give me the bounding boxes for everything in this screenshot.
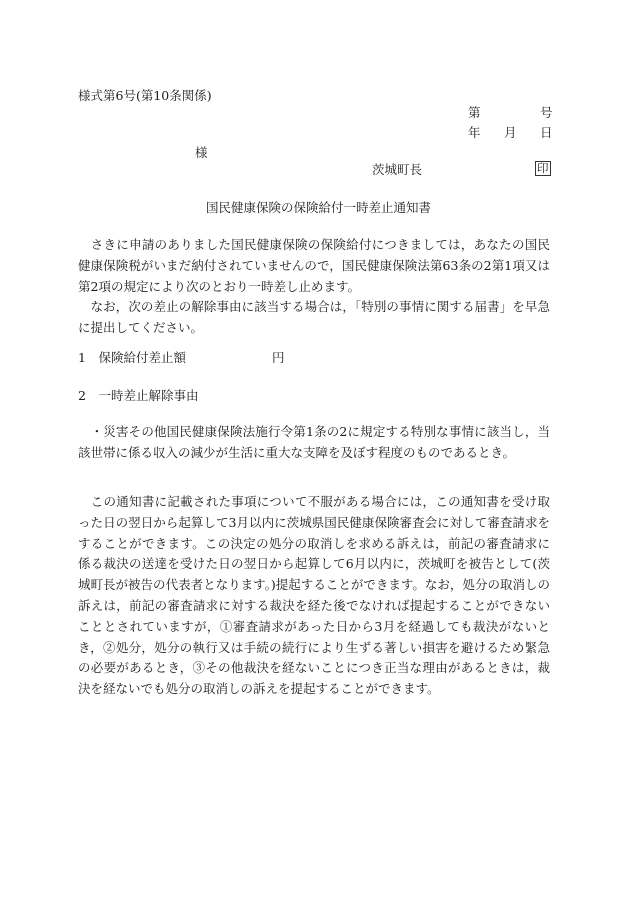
body-paragraph-1: さきに申請のありました国民健康保険の保険給付につきましては，あなたの国民健康保険税がいまだ納付されていませんので，国民健康保険法第63条の2第1項又は第2項の規定により次のとおり一時差し止めます。 <box>78 237 550 294</box>
document-number-suffix: 号 <box>540 105 553 120</box>
document-number-label: 第 <box>468 105 481 120</box>
appeal-notice: この通知書に記載された事項について不服がある場合には，この通知書を受け取った日の翌日から起算して3月以内に茨城県国民健康保険審査会に対して審査請求をすることができます。この決定の処分の取消しを求める訴えは，前記の審査請求に係る裁決の送達を受けた日の翌日から起算して6月以内に，茨城町を被告として(茨城町長が被告の代表者となります。)提起することができます。なお，処分の取消しの訴えは，前記の審査請求に対する裁決を経た後でなければ提起することができないこととされていますが，①審査請求があった日から3月を経過しても裁決がないとき，②処分，処分の執行又は手続の続行により生ずる著しい損害を避けるため緊急の必要があるとき，③その他裁決を経ないことにつき正当な理由があるときは，裁決を経ないでも処分の取消しの訴えを提起することができます。 <box>78 494 550 697</box>
form-number: 様式第6号(第10条関係) <box>78 88 212 103</box>
item-1-unit: 円 <box>272 350 285 365</box>
document-title: 国民健康保険の保険給付一時差止通知書 <box>206 200 432 215</box>
seal-mark: 印 <box>537 161 549 175</box>
date-day: 日 <box>540 125 553 140</box>
item-2-label: 2 一時差止解除事由 <box>78 388 199 403</box>
item-1-label: 1 保険給付差止額 <box>78 350 186 365</box>
date-year: 年 <box>468 125 481 140</box>
issuer: 茨城町長 <box>372 162 423 177</box>
addressee-suffix: 様 <box>195 145 208 160</box>
body-paragraph-2: なお，次の差止の解除事由に該当する場合は，「特別の事情に関する届書」を早急に提出してください。 <box>78 299 550 335</box>
date-month: 月 <box>504 125 517 140</box>
item-2-text: ・災害その他国民健康保険法施行令第1条の2に規定する特別な事情に該当し，当該世帯に係る収入の減少が生活に重大な支障を及ぼす程度のものであるとき。 <box>78 424 550 460</box>
